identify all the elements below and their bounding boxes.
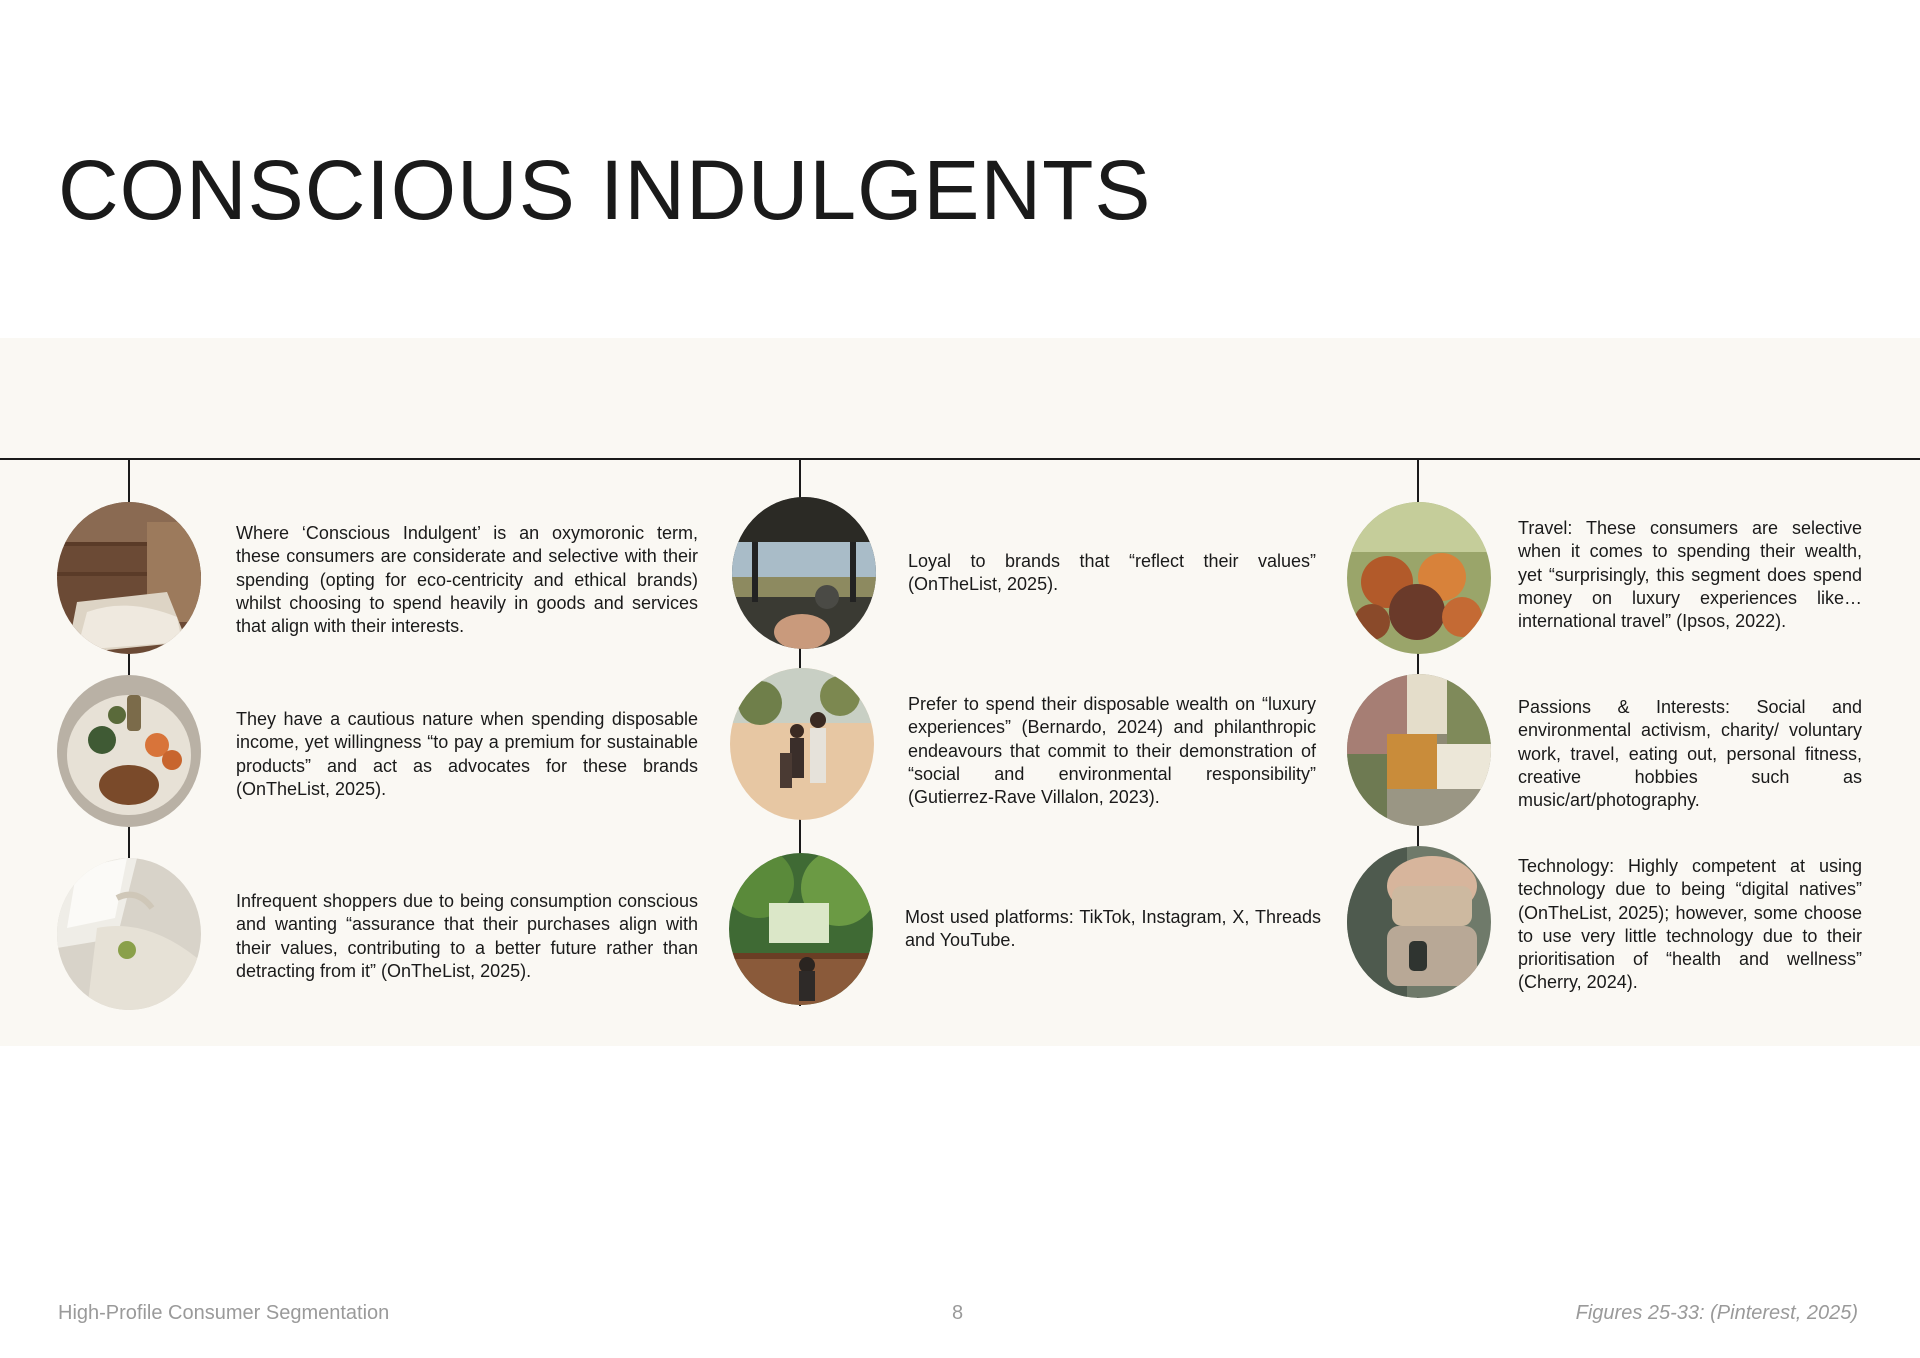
sauna-interior-photo xyxy=(57,502,201,654)
text-block: Travel: These consumers are selective when it comes to spending their wealth, yet “surprisingly, this segment does spend money on luxury experiences like… international travel” (Ipsos, 2022). xyxy=(1518,518,1862,632)
art-collage-photo xyxy=(1347,674,1491,826)
text-block: Technology: Highly competent at using technology due to being “digital natives” (OnTheList, 2025); however, some choose to use very little technology due to their prioritisation of “health and wellness” (Cherry, 2024). xyxy=(1518,856,1862,993)
footer-document-title: High-Profile Consumer Segmentation xyxy=(58,1302,390,1324)
reading-with-matcha-photo xyxy=(57,858,201,1010)
fitness-wellness-photo xyxy=(1347,846,1491,998)
text-block: They have a cautious nature when spending disposable income, yet willingness “to pay a premium for sustainable products” and act as advocates for these brands (OnTheList, 2025). xyxy=(236,709,698,799)
text-block: Prefer to spend their disposable wealth on “luxury experiences” (Bernardo, 2024) and philanthropic endeavours that commit to their demonstration of “social and environmental responsibility” (Gutierrez-Rave Villalon, 2023). xyxy=(908,694,1316,808)
children-volunteering-photo xyxy=(730,668,874,820)
footer-figure-credit: Figures 25-33: (Pinterest, 2025) xyxy=(1575,1302,1858,1324)
jungle-terrace-photo xyxy=(729,853,873,1005)
text-block: Passions & Interests: Social and environmental activism, charity/ voluntary work, travel, eating out, personal fitness, creative hobbies such as music/art/photography. xyxy=(1518,697,1862,811)
text-block: Loyal to brands that “reflect their values” (OnTheList, 2025). xyxy=(908,551,1316,595)
produce-basket-photo xyxy=(57,675,201,827)
text-block: Infrequent shoppers due to being consumption conscious and wanting “assurance that their purchases align with their values, contributing to a better future rather than detracting from it” (OnTheList, 2025). xyxy=(236,891,698,981)
text-block: Where ‘Conscious Indulgent’ is an oxymoronic term, these consumers are considerate and selective with their spending (opting for eco-centricity and ethical brands) whilst choosing to spend heavily in goods and services that align with their interests. xyxy=(236,523,698,637)
timeline-horizontal-line xyxy=(0,458,1920,460)
safari-vehicle-photo xyxy=(732,497,876,649)
text-block: Most used platforms: TikTok, Instagram, X, Threads and YouTube. xyxy=(905,907,1321,951)
footer-page-number: 8 xyxy=(952,1302,964,1324)
page-title: CONSCIOUS INDULGENTS xyxy=(58,143,1152,237)
group-travel-photo xyxy=(1347,502,1491,654)
